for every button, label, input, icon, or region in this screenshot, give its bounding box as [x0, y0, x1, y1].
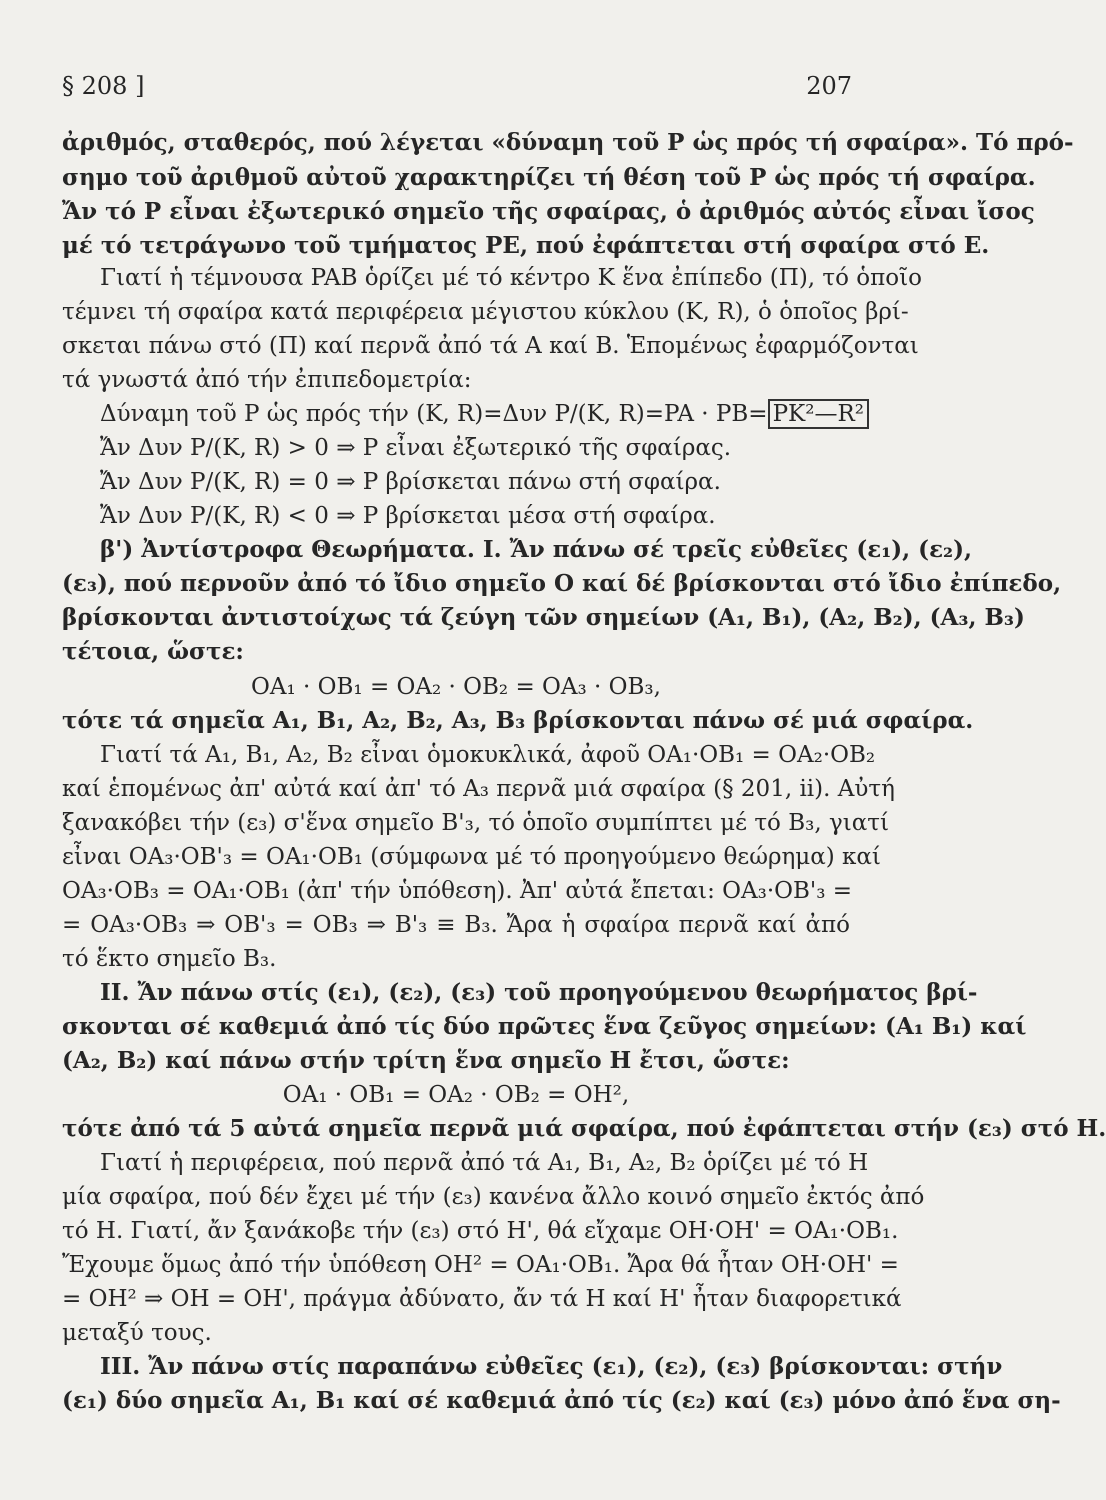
text-line: Γιατί τά A₁, B₁, A₂, B₂ εἶναι ὁμοκυκλικά, ἀφοῦ OA₁·OB₁ = OA₂·OB₂ [100, 742, 876, 768]
text-line: (ε₁) δύο σημεῖα A₁, B₁ καί σέ καθεμιά ἀπό τίς (ε₂) καί (ε₃) μόνο ἀπό ἕνα ση- [62, 1387, 1061, 1414]
text-line: (A₂, B₂) καί πάνω στήν τρίτη ἕνα σημεῖο H ἔτσι, ὥστε: [62, 1047, 790, 1074]
text-line: μεταξύ τους. [62, 1320, 212, 1346]
text-line: τότε τά σημεῖα A₁, B₁, A₂, B₂, A₃, B₃ βρίσκονται πάνω σέ μιά σφαίρα. [62, 707, 974, 734]
text-line: τά γνωστά ἀπό τήν ἐπιπεδομετρία: [62, 367, 472, 393]
text-line: τότε ἀπό τά 5 αὐτά σημεῖα περνᾶ μιά σφαίρα, πού ἐφάπτεται στήν (ε₃) στό H. [62, 1115, 1106, 1142]
text-line: Ἄν Δυν P/(K, R) > 0 ⇒ P εἶναι ἐξωτερικό τῆς σφαίρας. [100, 435, 732, 461]
equation: OA₁ · OB₁ = OA₂ · OB₂ = OA₃ · OB₃, [251, 674, 661, 700]
text-line: μέ τό τετράγωνο τοῦ τμήματος PE, πού ἐφάπτεται στή σφαίρα στό E. [62, 232, 990, 259]
text-line: εἶναι OA₃·OB'₃ = OA₁·OB₁ (σύμφωνα μέ τό προηγούμενο θεώρημα) καί [62, 844, 881, 870]
boxed-result: PK²—R² [768, 399, 869, 429]
theorem-heading: β') Ἀντίστροφα Θεωρήματα. I. Ἄν πάνω σέ τρεῖς εὐθεῖες (ε₁), (ε₂), [100, 536, 973, 563]
power-formula: Δύναμη τοῦ P ὡς πρός τήν (K, R)=Δυν P/(K, R)=PA · PB= [100, 401, 768, 427]
text-line: ἀριθμός, σταθερός, πού λέγεται «δύναμη τοῦ P ὡς πρός τή σφαίρα». Τό πρό- [62, 129, 1074, 156]
text-line: τό ἕκτο σημεῖο B₃. [62, 946, 277, 972]
text-line: ξανακόβει τήν (ε₃) σ'ἕνα σημεῖο B'₃, τό ὁποῖο συμπίπτει μέ τό B₃, γιατί [62, 810, 890, 836]
equation: OA₁ · OB₁ = OA₂ · OB₂ = OH², [282, 1082, 630, 1108]
text-line: μία σφαίρα, πού δέν ἔχει μέ τήν (ε₃) κανένα ἄλλο κοινό σημεῖο ἐκτός ἀπό [62, 1184, 925, 1210]
text-line: OA₃·OB₃ = OA₁·OB₁ (ἀπ' τήν ὑπόθεση). Ἀπ' αὐτά ἔπεται: OA₃·OB'₃ = [62, 878, 853, 904]
text-line: Ἔχουμε ὅμως ἀπό τήν ὑπόθεση OH² = OA₁·OB₁. Ἄρα θά ἦταν OH·OH' = [62, 1252, 899, 1278]
text-line: τέτοια, ὥστε: [62, 638, 244, 665]
theorem-heading: III. Ἄν πάνω στίς παραπάνω εὐθεῖες (ε₁), (ε₂), (ε₃) βρίσκονται: στήν [100, 1353, 1003, 1380]
text-line: βρίσκονται ἀντιστοίχως τά ζεύγη τῶν σημείων (A₁, B₁), (A₂, B₂), (A₃, B₃) [62, 604, 1025, 631]
text-line: Ἄν τό P εἶναι ἐξωτερικό σημεῖο τῆς σφαίρας, ὁ ἀριθμός αὐτός εἶναι ἴσος [62, 198, 1035, 225]
text-line: Γιατί ἡ περιφέρεια, πού περνᾶ ἀπό τά A₁, B₁, A₂, B₂ ὁρίζει μέ τό H [100, 1150, 869, 1176]
page-number: 207 [806, 72, 852, 100]
text-line: (ε₃), πού περνοῦν ἀπό τό ἴδιο σημεῖο O καί δέ βρίσκονται στό ἴδιο ἐπίπεδο, [62, 570, 1062, 597]
text-line: τό H. Γιατί, ἄν ξανάκοβε τήν (ε₃) στό H', θά εἴχαμε OH·OH' = OA₁·OB₁. [62, 1218, 899, 1244]
section-header: § 208 ] [62, 72, 145, 100]
text-line: Ἄν Δυν P/(K, R) < 0 ⇒ P βρίσκεται μέσα στή σφαίρα. [100, 503, 716, 529]
text-line: καί ἑπομένως ἀπ' αὐτά καί ἀπ' τό A₃ περνᾶ μιά σφαίρα (§ 201, ii). Αὐτή [62, 776, 895, 802]
theorem-heading: II. Ἄν πάνω στίς (ε₁), (ε₂), (ε₃) τοῦ προηγούμενου θεωρήματος βρί- [100, 979, 978, 1006]
text-line: σημο τοῦ ἀριθμοῦ αὐτοῦ χαρακτηρίζει τή θέση τοῦ P ὡς πρός τή σφαίρα. [62, 164, 1036, 191]
text-line: Γιατί ἡ τέμνουσα PAB ὁρίζει μέ τό κέντρο K ἕνα ἐπίπεδο (Π), τό ὁποῖο [100, 265, 922, 291]
text-line: σκεται πάνω στό (Π) καί περνᾶ ἀπό τά A καί B. Ἑπομένως ἐφαρμόζονται [62, 333, 919, 359]
formula-line [62, 399, 864, 429]
text-line: τέμνει τή σφαίρα κατά περιφέρεια μέγιστου κύκλου (K, R), ὁ ὁποῖος βρί- [62, 299, 909, 325]
text-line: = OA₃·OB₃ ⇒ OB'₃ = OB₃ ⇒ B'₃ ≡ B₃. Ἄρα ἡ σφαίρα περνᾶ καί ἀπό [62, 912, 850, 938]
text-line: = OH² ⇒ OH = OH', πράγμα ἀδύνατο, ἄν τά H καί H' ἦταν διαφορετικά [62, 1286, 902, 1312]
text-line: Ἄν Δυν P/(K, R) = 0 ⇒ P βρίσκεται πάνω στή σφαίρα. [100, 469, 721, 495]
text-line: σκονται σέ καθεμιά ἀπό τίς δύο πρῶτες ἕνα ζεῦγος σημείων: (A₁ B₁) καί [62, 1013, 1027, 1040]
